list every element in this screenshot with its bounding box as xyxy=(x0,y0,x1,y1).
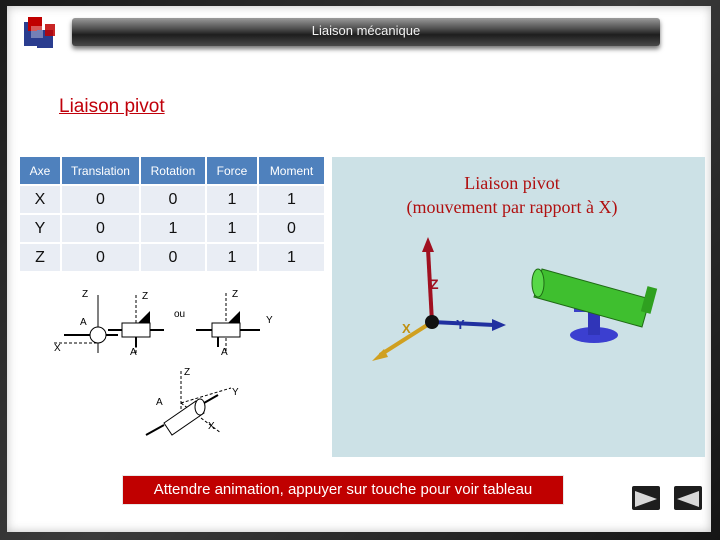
pivot-schema-diagram xyxy=(46,283,300,458)
table-cell: 0 xyxy=(259,215,324,242)
label-z4: Z xyxy=(184,367,191,378)
label-x1: X xyxy=(54,343,61,354)
table-row xyxy=(20,215,324,242)
table-cell: Y xyxy=(20,215,60,242)
anim-axis-z: Z xyxy=(430,276,439,292)
table-row xyxy=(20,244,324,271)
anim-axis-x: X xyxy=(402,321,411,336)
table-cell: 1 xyxy=(259,186,324,213)
title-bar xyxy=(72,18,660,46)
table-cell: 1 xyxy=(207,244,257,271)
table-cell: 1 xyxy=(141,215,205,242)
page-title: Liaison pivot xyxy=(59,96,165,117)
table-cell: 0 xyxy=(62,215,139,242)
label-z1: Z xyxy=(82,289,89,300)
table-cell: 0 xyxy=(141,186,205,213)
anim-axis-y: Y xyxy=(456,317,465,332)
play-right-icon xyxy=(632,486,660,510)
label-z2: Z xyxy=(142,291,149,302)
school-logo xyxy=(23,16,63,50)
table-cell: 0 xyxy=(62,244,139,271)
header-translation: Translation xyxy=(62,157,139,184)
label-x4: X xyxy=(208,421,215,432)
table-cell: 0 xyxy=(62,186,139,213)
label-ou: ou xyxy=(174,309,186,320)
label-a4: A xyxy=(156,397,163,408)
header-axe: Axe xyxy=(20,157,60,184)
animation-subtitle: (mouvement par rapport à X) xyxy=(406,197,618,217)
label-a2: A xyxy=(130,347,137,358)
label-a1: A xyxy=(80,317,87,328)
window-title: Liaison mécanique xyxy=(311,23,421,38)
table-header-row xyxy=(20,157,324,184)
table-cell: Z xyxy=(20,244,60,271)
previous-slide-button[interactable] xyxy=(674,486,702,510)
label-a3: A xyxy=(221,347,228,358)
label-y4: Y xyxy=(232,387,239,398)
table-cell: 1 xyxy=(207,186,257,213)
table-cell: 1 xyxy=(207,215,257,242)
animation-title: Liaison pivot xyxy=(464,173,560,193)
show-table-button[interactable]: Attendre animation, appuyer sur touche pour voir tableau xyxy=(122,475,564,505)
table-row xyxy=(20,186,324,213)
pivot-animation[interactable] xyxy=(332,157,705,457)
play-left-icon xyxy=(674,486,702,510)
header-rotation: Rotation xyxy=(141,157,205,184)
table-cell: X xyxy=(20,186,60,213)
dof-table xyxy=(18,155,326,273)
table-cell: 0 xyxy=(141,244,205,271)
header-moment: Moment xyxy=(259,157,324,184)
label-z3: Z xyxy=(232,289,239,300)
table-cell: 1 xyxy=(259,244,324,271)
header-force: Force xyxy=(207,157,257,184)
next-slide-button[interactable] xyxy=(632,486,660,510)
label-y3: Y xyxy=(266,315,273,326)
